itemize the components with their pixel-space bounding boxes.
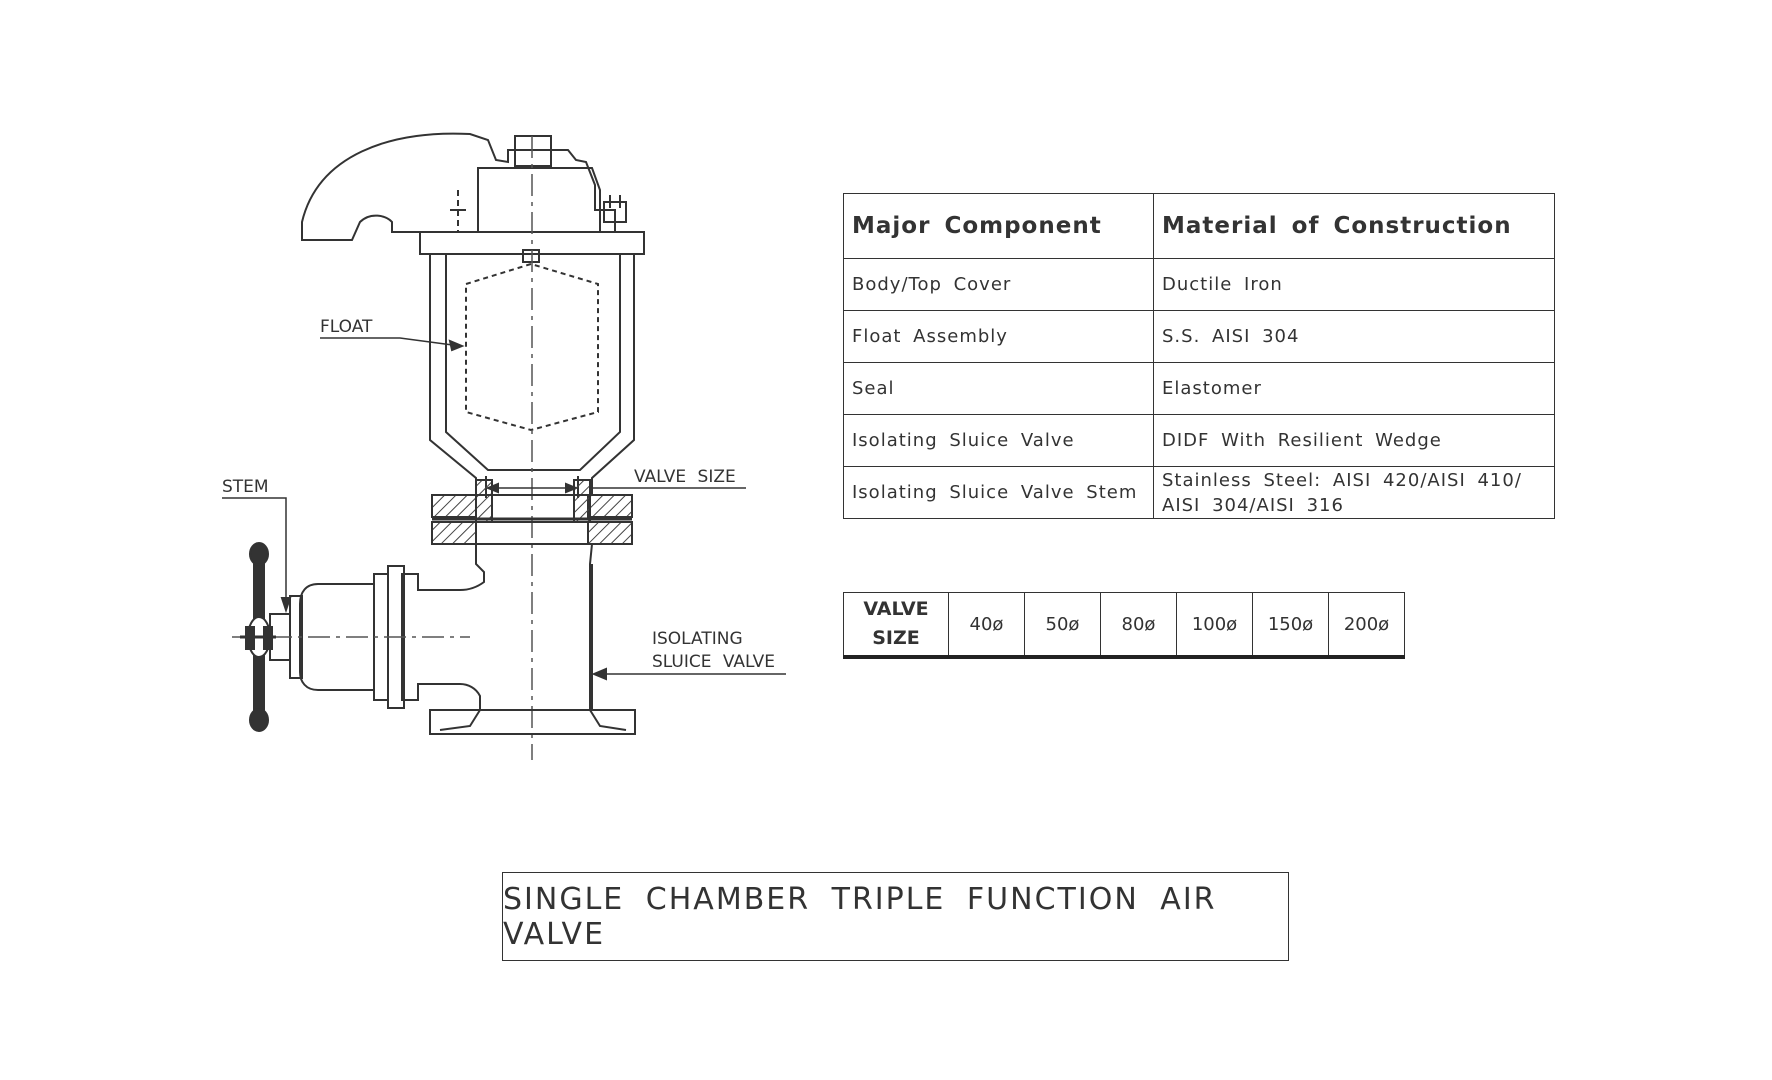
valve-size-label: VALVE SIZE bbox=[634, 467, 736, 487]
size-cell: 50ø bbox=[1025, 593, 1101, 658]
top-cover bbox=[478, 168, 600, 232]
table-row bbox=[844, 467, 1555, 519]
material-line-2: AISI 304/AISI 316 bbox=[1162, 494, 1344, 516]
size-cell: 150ø bbox=[1253, 593, 1329, 658]
valve-size-header-line-1: VALVE bbox=[863, 598, 929, 620]
table-row bbox=[844, 415, 1555, 467]
size-row bbox=[844, 593, 1405, 658]
material-cell: S.S. AISI 304 bbox=[1154, 311, 1555, 363]
valve-size-header bbox=[844, 593, 949, 658]
drawing-title: SINGLE CHAMBER TRIPLE FUNCTION AIR VALVE bbox=[502, 872, 1289, 961]
table-header-row bbox=[844, 194, 1555, 259]
material-line-1: Stainless Steel: AISI 420/AISI 410/ bbox=[1162, 469, 1522, 491]
component-cell: Isolating Sluice Valve Stem bbox=[844, 467, 1154, 519]
stem-label: STEM bbox=[222, 477, 269, 497]
material-cell: DIDF With Resilient Wedge bbox=[1154, 415, 1555, 467]
component-cell: Body/Top Cover bbox=[844, 259, 1154, 311]
isolating-label-1: ISOLATING bbox=[652, 629, 743, 649]
sluice-valve-body bbox=[402, 544, 592, 710]
component-cell: Isolating Sluice Valve bbox=[844, 415, 1154, 467]
handwheel bbox=[240, 543, 276, 731]
component-cell: Seal bbox=[844, 363, 1154, 415]
material-cell bbox=[1154, 467, 1555, 519]
size-cell: 200ø bbox=[1329, 593, 1405, 658]
isolating-label-2: SLUICE VALVE bbox=[652, 652, 776, 672]
float-label: FLOAT bbox=[320, 317, 373, 337]
header-major-component: Major Component bbox=[844, 194, 1154, 259]
size-cell: 80ø bbox=[1101, 593, 1177, 658]
materials-table bbox=[843, 193, 1555, 519]
material-cell: Elastomer bbox=[1154, 363, 1555, 415]
valve-size-header-line-2: SIZE bbox=[872, 627, 920, 649]
table-row bbox=[844, 311, 1555, 363]
float-leader bbox=[320, 338, 460, 346]
size-cell: 40ø bbox=[949, 593, 1025, 658]
valve-size-table bbox=[843, 592, 1405, 659]
table-row bbox=[844, 259, 1555, 311]
header-material: Material of Construction bbox=[1154, 194, 1555, 259]
material-cell: Ductile Iron bbox=[1154, 259, 1555, 311]
component-cell: Float Assembly bbox=[844, 311, 1154, 363]
table-row bbox=[844, 363, 1555, 415]
size-cell: 100ø bbox=[1177, 593, 1253, 658]
